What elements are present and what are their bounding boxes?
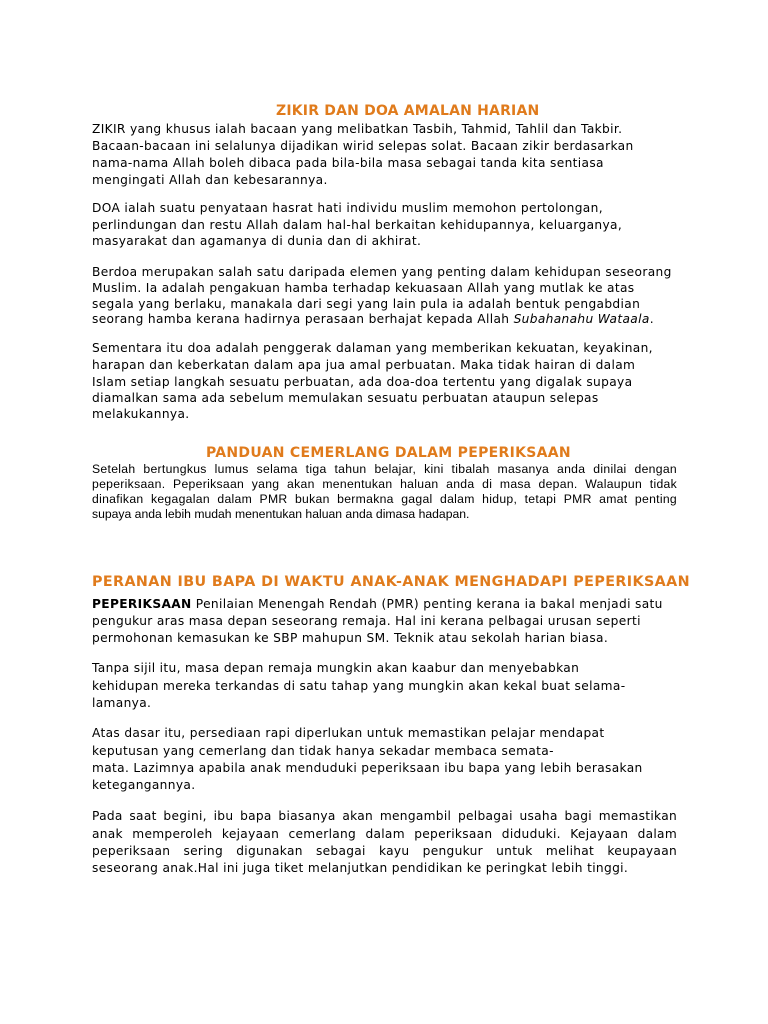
paragraph-line: Pada saat begini, ibu bapa biasanya akan mengambil pelbagai usaha bagi memastikan xyxy=(92,809,677,823)
paragraph-line: supaya anda lebih mudah menentukan haluan anda dimasa hadapan. xyxy=(92,507,470,521)
text-span: seorang hamba kerana hadirnya perasaan berhajat kepada Allah xyxy=(92,312,514,326)
paragraph-line: peperiksaan sering digunakan sebagai kayu pengukur untuk melihat keupayaan xyxy=(92,844,677,858)
paragraph-line: mata. Lazimnya apabila anak menduduki peperiksaan ibu bapa yang lebih berasakan xyxy=(92,761,643,775)
paragraph-line: seseorang anak.Hal ini juga tiket melanjutkan pendidikan ke peringkat lebih tinggi. xyxy=(92,861,629,875)
section-title-panduan: PANDUAN CEMERLANG DALAM PEPERIKSAAN xyxy=(206,445,571,461)
text-span: . xyxy=(649,312,654,326)
paragraph-line: pengukur aras masa depan seseorang remaja. Hal ini kerana pelbagai urusan seperti xyxy=(92,614,641,628)
paragraph-line: Bacaan-bacaan ini selalunya dijadikan wirid selepas solat. Bacaan zikir berdasarkan xyxy=(92,139,634,153)
paragraph-line: ZIKIR yang khusus ialah bacaan yang melibatkan Tasbih, Tahmid, Tahlil dan Takbir. xyxy=(92,122,623,136)
section-title-zikir-doa: ZIKIR DAN DOA AMALAN HARIAN xyxy=(276,103,540,119)
paragraph-line: melakukannya. xyxy=(92,407,190,421)
paragraph-line: nama-nama Allah boleh dibaca pada bila-bila masa sebagai tanda kita sentiasa xyxy=(92,156,604,170)
paragraph-line: Berdoa merupakan salah satu daripada elemen yang penting dalam kehidupan seseorang xyxy=(92,265,672,279)
paragraph-line: Sementara itu doa adalah penggerak dalaman yang memberikan kekuatan, keyakinan, xyxy=(92,341,653,355)
paragraph-line: segala yang berlaku, manakala dari segi yang lain pula ia adalah bentuk pengabdian xyxy=(92,297,641,311)
paragraph-line: lamanya. xyxy=(92,696,152,710)
section-title-peranan-ibu-bapa: PERANAN IBU BAPA DI WAKTU ANAK-ANAK MENGHADAPI PEPERIKSAAN xyxy=(92,574,690,590)
text-span: Penilaian Menengah Rendah (PMR) penting kerana ia bakal menjadi satu xyxy=(191,597,663,611)
paragraph-line: perlindungan dan restu Allah dalam hal-hal berkaitan kehidupannya, keluarganya, xyxy=(92,218,623,232)
paragraph-line xyxy=(92,596,663,612)
paragraph-line: permohonan kemasukan ke SBP mahupun SM. Teknik atau sekolah harian biasa. xyxy=(92,631,609,645)
paragraph-line: peperiksaan. Peperiksaan yang akan menentukan haluan anda di masa depan. Walaupun tidak xyxy=(92,477,677,491)
paragraph-line: Muslim. Ia adalah pengakuan hamba terhadap kekuasaan Allah yang mutlak ke atas xyxy=(92,281,635,295)
paragraph-line: mengingati Allah dan kebesarannya. xyxy=(92,173,328,187)
paragraph-line: kehidupan mereka terkandas di satu tahap yang mungkin akan kekal buat selama- xyxy=(92,679,626,693)
paragraph-line: dinafikan kegagalan dalam PMR bukan bermakna gagal dalam hidup, tetapi PMR amat penting xyxy=(92,492,677,506)
paragraph-line: masyarakat dan agamanya di dunia dan di akhirat. xyxy=(92,234,422,248)
paragraph-line: ketegangannya. xyxy=(92,778,196,792)
paragraph-line: DOA ialah suatu penyataan hasrat hati individu muslim memohon pertolongan, xyxy=(92,201,603,215)
paragraph-line: keputusan yang cemerlang dan tidak hanya sekadar membaca semata- xyxy=(92,744,554,758)
paragraph-line: Islam setiap langkah sesuatu perbuatan, ada doa-doa tertentu yang digalak supaya xyxy=(92,375,633,389)
paragraph-line: anak memperoleh kejayaan cemerlang dalam peperiksaan diduduki. Kejayaan dalam xyxy=(92,827,677,841)
italic-text: Subahanahu Wataala xyxy=(513,312,650,326)
paragraph-line: diamalkan sama ada sebelum memulakan sesuatu perbuatan ataupun selepas xyxy=(92,391,599,405)
paragraph-line: Tanpa sijil itu, masa depan remaja mungkin akan kaabur dan menyebabkan xyxy=(92,661,580,675)
paragraph-line xyxy=(92,311,654,327)
paragraph-line: Setelah bertungkus lumus selama tiga tahun belajar, kini tibalah masanya anda dinilai dengan xyxy=(92,462,677,476)
paragraph-line: Atas dasar itu, persediaan rapi diperlukan untuk memastikan pelajar mendapat xyxy=(92,726,605,740)
paragraph-line: harapan dan keberkatan dalam apa jua amal perbuatan. Maka tidak hairan di dalam xyxy=(92,358,636,372)
bold-term: PEPERIKSAAN xyxy=(92,597,192,611)
